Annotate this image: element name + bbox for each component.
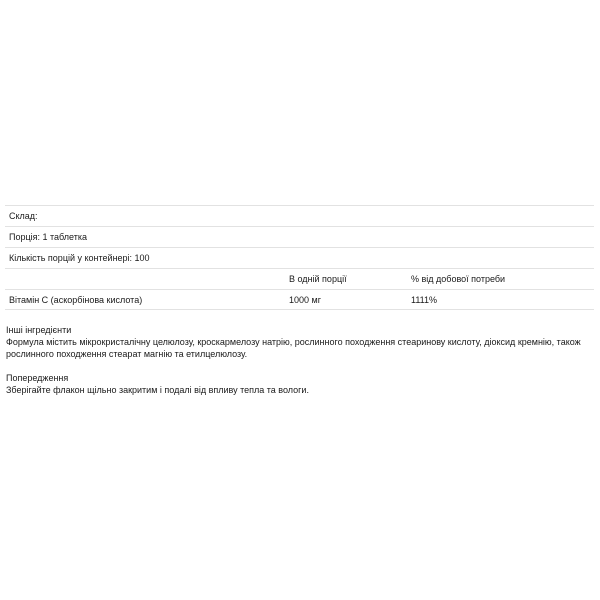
nutrient-name: Вітамін С (аскорбінова кислота) <box>9 294 143 305</box>
table-row <box>5 247 594 268</box>
table-header-row <box>5 268 594 289</box>
supplement-facts-table <box>5 205 594 310</box>
other-ingredients-heading: Інші інгредієнти <box>6 325 72 335</box>
header-per-serving: В одній порції <box>289 274 347 284</box>
warnings-text: Зберігайте флакон щільно закритим і подалі від впливу тепла та вологи. <box>6 385 309 395</box>
servings-per-container: Кількість порцій у контейнері: 100 <box>9 253 150 263</box>
table-row <box>5 226 594 247</box>
composition-title: Склад: <box>9 211 38 221</box>
nutrient-daily-value: 1111% <box>411 294 438 305</box>
table-row <box>5 205 594 226</box>
nutrient-amount: 1000 мг <box>289 294 321 305</box>
warnings-heading: Попередження <box>6 373 69 383</box>
other-ingredients-text: Формула містить мікрокристалічну целюлозу, кроскармелозу натрію, рослинного походження стеаринову кислоту, діоксид кремнію, також рослинного походження стеарат магнію та етилцелюлозу. <box>6 337 581 359</box>
warnings-section <box>6 372 594 396</box>
header-daily-value: % від добової потреби <box>411 274 506 284</box>
serving-size: Порція: 1 таблетка <box>9 232 88 242</box>
other-ingredients-section <box>6 324 594 360</box>
table-row <box>5 289 594 310</box>
product-notes <box>6 324 594 408</box>
